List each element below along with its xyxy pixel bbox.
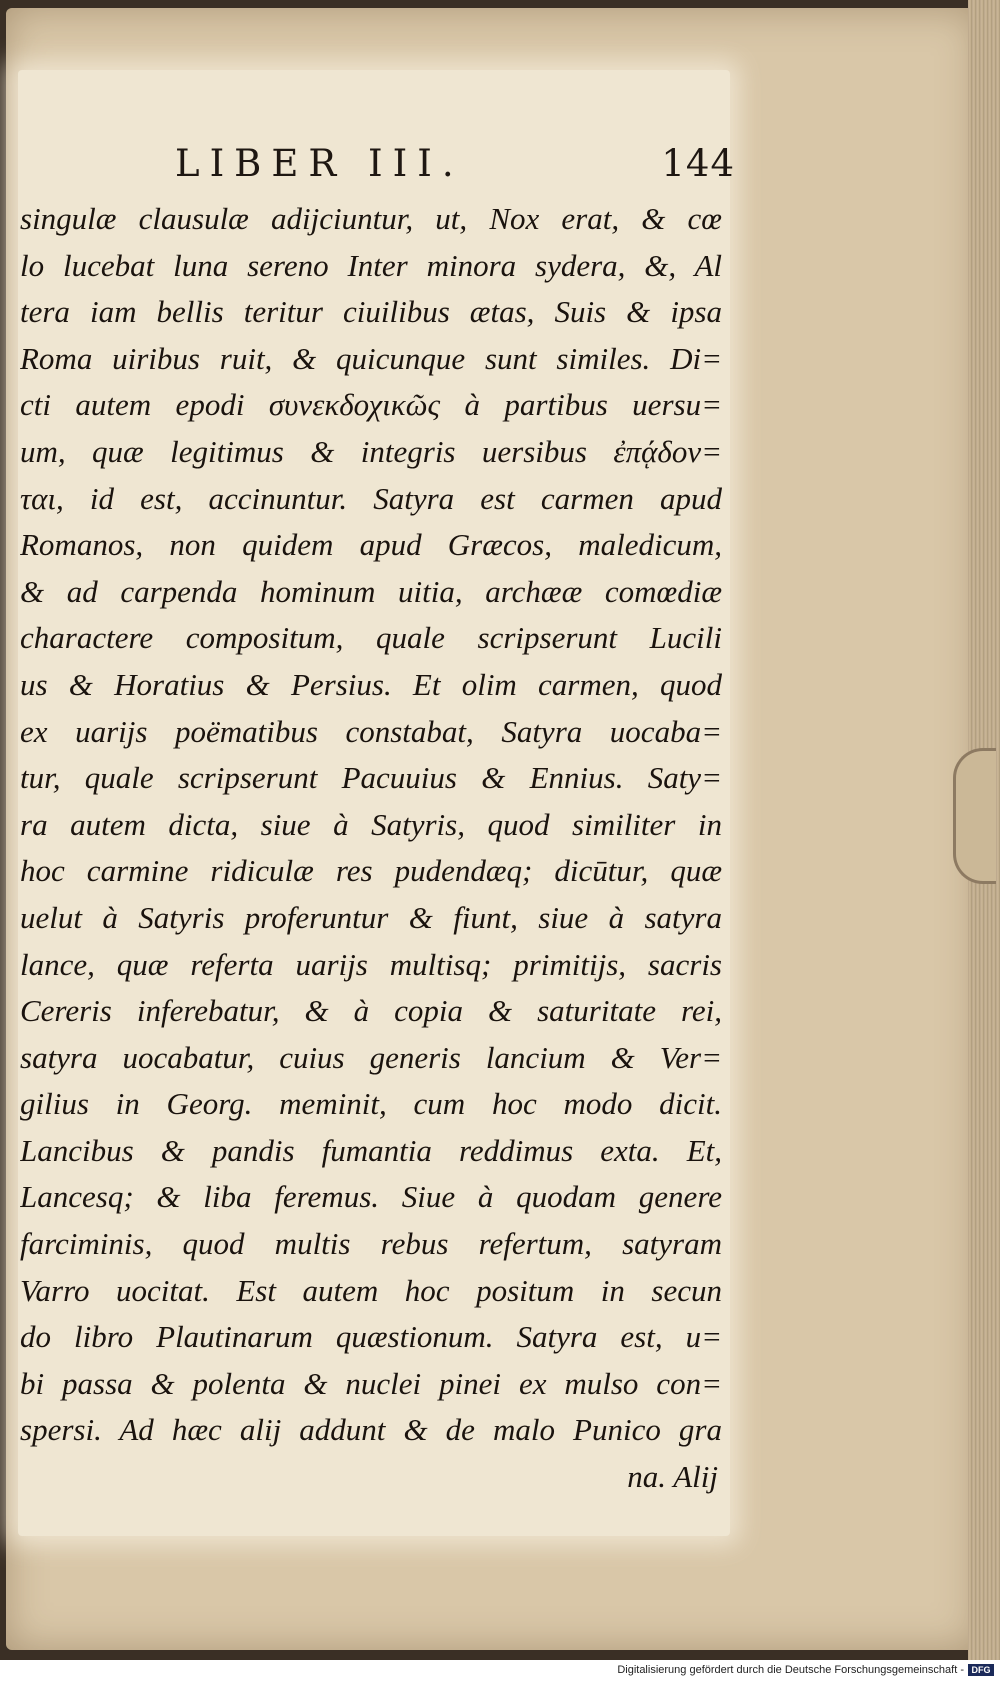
dfg-logo: DFG bbox=[968, 1664, 994, 1676]
body-text bbox=[20, 196, 722, 1501]
text-line: us & Horatius & Persius. Et olim carmen, quod bbox=[20, 666, 722, 702]
text-line: Roma uiribus ruit, & quicunque sunt similes. Di= bbox=[20, 340, 722, 376]
text-line: charactere compositum, quale scripserunt Lucili bbox=[20, 620, 722, 656]
text-line: lance, quæ referta uarijs multisq; primitijs, sacris bbox=[20, 946, 722, 982]
page-number: 144 bbox=[661, 142, 735, 185]
text-line: cti autem epodi συνεκδοχικῶς à partibus uersu= bbox=[20, 387, 722, 423]
text-line: farciminis, quod multis rebus refertum, satyram bbox=[20, 1226, 722, 1262]
text-line: ex uarijs poëmatibus constabat, Satyra uocaba= bbox=[20, 713, 722, 749]
text-line: spersi. Ad hæc alij addunt & de malo Punico gra bbox=[20, 1412, 722, 1448]
page-clip-tab bbox=[953, 748, 996, 884]
text-line: satyra uocabatur, cuius generis lancium & Ver= bbox=[20, 1039, 722, 1075]
text-line: do libro Plautinarum quæstionum. Satyra est, u= bbox=[20, 1319, 722, 1355]
text-line: uelut à Satyris proferuntur & fiunt, siue à satyra bbox=[20, 899, 722, 935]
text-line: tera iam bellis teritur ciuilibus ætas, Suis & ipsa bbox=[20, 294, 722, 330]
digitization-credit bbox=[0, 1660, 1000, 1681]
text-line: tur, quale scripserunt Pacuuius & Ennius. Saty= bbox=[20, 760, 722, 796]
text-line: Cereris inferebatur, & à copia & saturitate rei, bbox=[20, 993, 722, 1029]
text-line: bi passa & polenta & nuclei pinei ex mulso con= bbox=[20, 1365, 722, 1401]
text-line: Romanos, non quidem apud Græcos, maledicum, bbox=[20, 527, 722, 563]
text-line: & ad carpenda hominum uitia, archææ comœdiæ bbox=[20, 573, 722, 609]
text-line: singulæ clausulæ adijciuntur, ut, Nox erat, & cœ bbox=[20, 201, 722, 236]
text-line: um, quæ legitimus & integris uersibus ἐπᾴδον= bbox=[20, 433, 722, 469]
text-line: gilius in Georg. meminit, cum hoc modo dicit. bbox=[20, 1086, 722, 1122]
text-line: Varro uocitat. Est autem hoc positum in secun bbox=[20, 1272, 722, 1308]
text-line: lo lucebat luna sereno Inter minora sydera, &, Al bbox=[20, 247, 722, 283]
text-line: Lancibus & pandis fumantia reddimus exta. Et, bbox=[20, 1132, 722, 1168]
running-head-title: LIBER III. bbox=[175, 142, 464, 185]
text-line: ται, id est, accinuntur. Satyra est carmen apud bbox=[20, 480, 722, 516]
text-line: hoc carmine ridiculæ res pudendæq; dicūtur, quæ bbox=[20, 853, 722, 889]
text-line: Lancesq; & liba feremus. Siue à quodam genere bbox=[20, 1179, 722, 1215]
text-line: na. Alij bbox=[627, 1459, 718, 1495]
credit-text: Digitalisierung gefördert durch die Deutsche Forschungsgemeinschaft - bbox=[617, 1664, 964, 1676]
running-head bbox=[175, 142, 735, 185]
text-line: ra autem dicta, siue à Satyris, quod similiter in bbox=[20, 806, 722, 842]
